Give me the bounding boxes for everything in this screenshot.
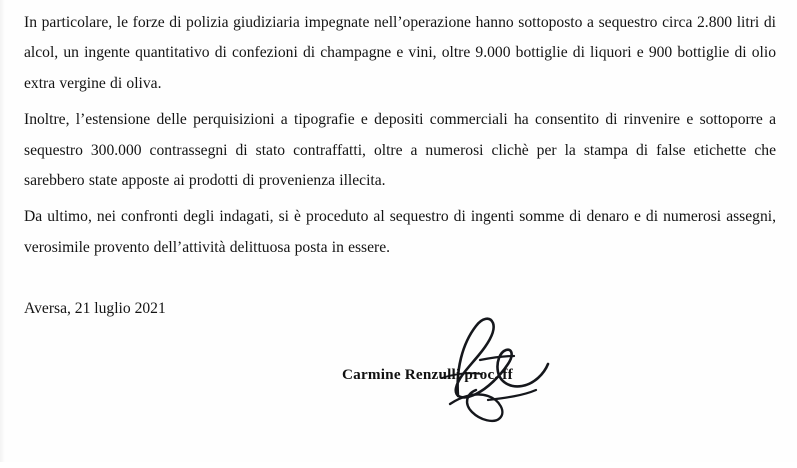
document-body: [24, 8, 776, 265]
place-and-date: Aversa, 21 luglio 2021: [24, 300, 166, 317]
signature-block: [330, 300, 630, 430]
paragraph-3: Da ultimo, nei confronti degli indagati, si è proceduto al sequestro di ingenti somme di denaro e di numerosi assegni, verosimile provento dell’attività delittuosa posta in essere.: [24, 208, 776, 256]
signature-scribble-icon: [330, 300, 630, 430]
page-bottom-edge: [0, 462, 797, 468]
paragraph-2: Inoltre, l’estensione delle perquisizioni a tipografie e depositi commerciali ha consentito di rinvenire e sottoporre a sequestro 300.000 contrassegni di stato contraffatti, oltre a numerosi clichè per la stampa di false etichette che sarebbero state apposte ai prodotti di provenienza illecita.: [24, 111, 776, 190]
page-edge-shadow: [0, 0, 5, 468]
paragraph-1: In particolare, le forze di polizia giudiziaria impegnate nell’operazione hanno sottoposto a sequestro circa 2.800 litri di alcol, un ingente quantitativo di confezioni di champagne e vini, oltre 9.000 bottiglie di liquori e 900 bottiglie di olio extra vergine di oliva.: [24, 14, 776, 92]
signature-name: Carmine Renzulli proc. ff: [342, 366, 513, 383]
